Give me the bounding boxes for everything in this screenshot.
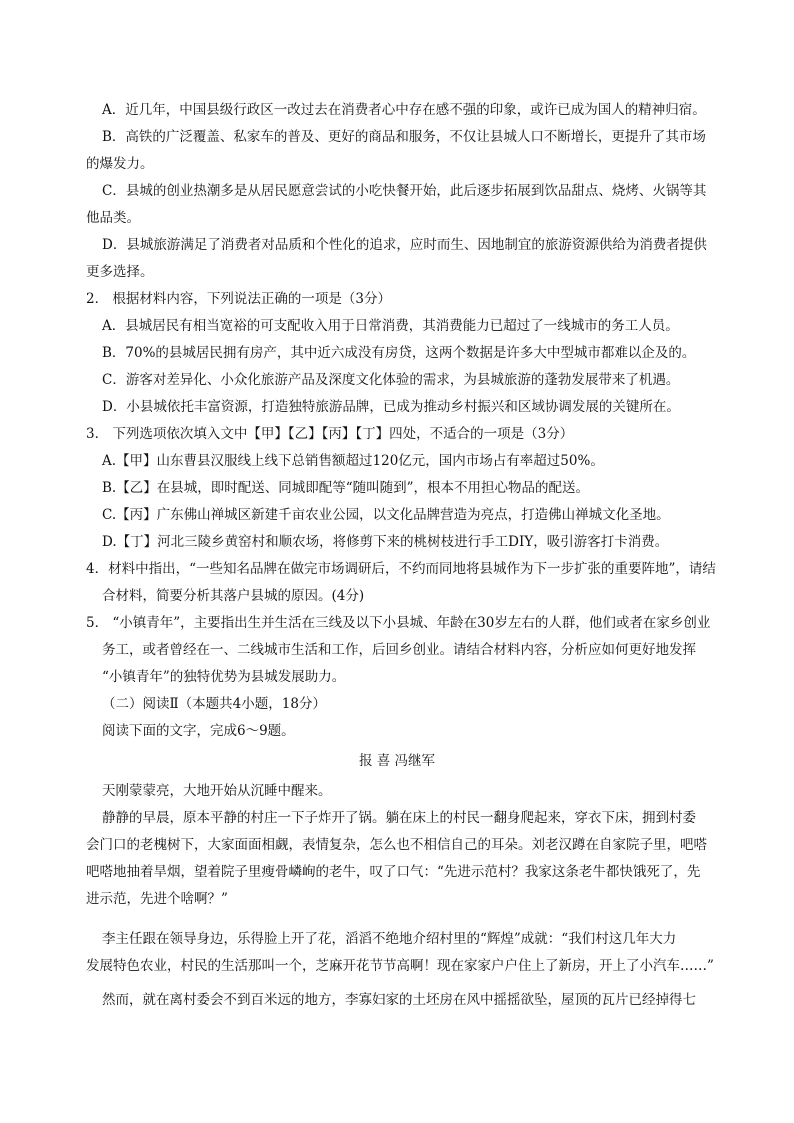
- q1-option-d-line1: D．县城旅游满足了消费者对品质和个性化的追求，应时而生、因地制宜的旅游资源供给为消费者提供: [102, 237, 707, 253]
- story-para1: 天刚蒙蒙亮，大地开始从沉睡中醒来。: [102, 783, 332, 799]
- q2-option-b: B．70%的县城居民拥有房产，其中近六成没有房贷，这两个数据是许多大中型城市都难以企及的。: [102, 345, 696, 361]
- q1-option-c-line2: 他品类。: [86, 210, 140, 226]
- q2-option-d: D．小县城依托丰富资源，打造独特旅游品牌，已成为推动乡村振兴和区域协调发展的关键所在。: [102, 399, 680, 415]
- q3-stem: 3． 下列选项依次填入文中【甲】【乙】【丙】【丁】四处，不适合的一项是（3分）: [86, 426, 574, 442]
- q1-option-a: A．近几年，中国县级行政区一改过去在消费者心中存在感不强的印象，或许已成为国人的精神归宿。: [102, 102, 706, 118]
- q4-line2: 合材料，简要分析其落户县城的原因。(4分): [102, 588, 365, 604]
- q3-option-c: C.【丙】广东佛山禅城区新建千亩农业公园，以文化品牌营造为亮点，打造佛山禅城文化圣地。: [102, 507, 670, 523]
- q3-option-a: A.【甲】山东曹县汉服线上线下总销售额超过120亿元，国内市场占有率超过50%。: [102, 453, 604, 469]
- story-para4-line1: 然而，就在离村委会不到百米远的地方，李寡妇家的土坯房在风中摇摇欲坠，屋顶的瓦片已经掉得七: [102, 992, 696, 1008]
- q3-option-b: B.【乙】在县城，即时配送、同城即配等“随叫随到”，根本不用担心物品的配送。: [102, 480, 590, 496]
- q1-option-c-line1: C．县城的创业热潮多是从居民愿意尝试的小吃快餐开始，此后逐步拓展到饮品甜点、烧烤、火锅等其: [102, 183, 707, 199]
- story-para3-line2: 发展特色农业，村民的生活那叫一个，芝麻开花节节高啊！现在家家户户住上了新房，开上了小汽车……”: [86, 958, 714, 974]
- q1-option-b-line2: 的爆发力。: [86, 156, 154, 172]
- q3-option-d: D.【丁】河北三陵乡黄窑村和顺农场，将修剪下来的桃树枝进行手工DIY，吸引游客打卡消费。: [102, 534, 669, 550]
- q1-option-b-line1: B．高铁的广泛覆盖、私家车的普及、更好的商品和服务，不仅让县城人口不断增长，更提升了其市场: [102, 129, 706, 145]
- story-title: 报 喜 冯继军: [358, 753, 436, 769]
- story-para2-line4: 进示范，先进个啥啊？”: [86, 891, 228, 907]
- q2-option-c: C．游客对差异化、小众化旅游产品及深度文化体验的需求，为县城旅游的蓬勃发展带来了机遇。: [102, 372, 680, 388]
- story-para2-line1: 静静的早晨，原本平静的村庄一下子炸开了锅。躺在床上的村民一翻身爬起来，穿衣下床，拥到村委: [102, 810, 696, 826]
- q5-line2: 务工，或者曾经在一、二线城市生活和工作，后回乡创业。请结合材料内容，分析应如何更好地发挥: [102, 642, 696, 658]
- q1-option-d-line2: 更多选择。: [86, 264, 154, 280]
- section2-instruction: 阅读下面的文字，完成6～9题。: [102, 723, 295, 739]
- story-para2-line2: 会门口的老槐树下，大家面面相觑，表情复杂，怎么也不相信自己的耳朵。刘老汉蹲在自家院子里，吧嗒: [86, 837, 707, 853]
- q2-stem: 2． 根据材料内容，下列说法正确的一项是（3分）: [86, 291, 391, 307]
- q2-option-a: A．县城居民有相当宽裕的可支配收入用于日常消费，其消费能力已超过了一线城市的务工人员。: [102, 318, 679, 334]
- q5-line1: 5． “小镇青年”，主要指出生并生活在三线及以下小县城、年龄在30岁左右的人群，他们或者在家乡创业: [86, 615, 711, 631]
- story-para2-line3: 吧嗒地抽着旱烟，望着院子里瘦骨嶙峋的老牛，叹了口气：“先进示范村？我家这条老牛都快饿死了，先: [86, 864, 701, 880]
- story-para3-line1: 李主任跟在领导身边，乐得脸上开了花，滔滔不绝地介绍村里的“辉煌”成就：“我们村这几年大力: [102, 931, 677, 947]
- q5-line3: “小镇青年”的独特优势为县城发展助力。: [102, 669, 346, 685]
- section2-heading: （二）阅读Ⅱ（本题共4小题，18分）: [102, 696, 326, 712]
- q4-line1: 4．材料中指出，“一些知名品牌在做完市场调研后，不约而同地将县城作为下一步扩张的重要阵地”，请结: [86, 561, 716, 577]
